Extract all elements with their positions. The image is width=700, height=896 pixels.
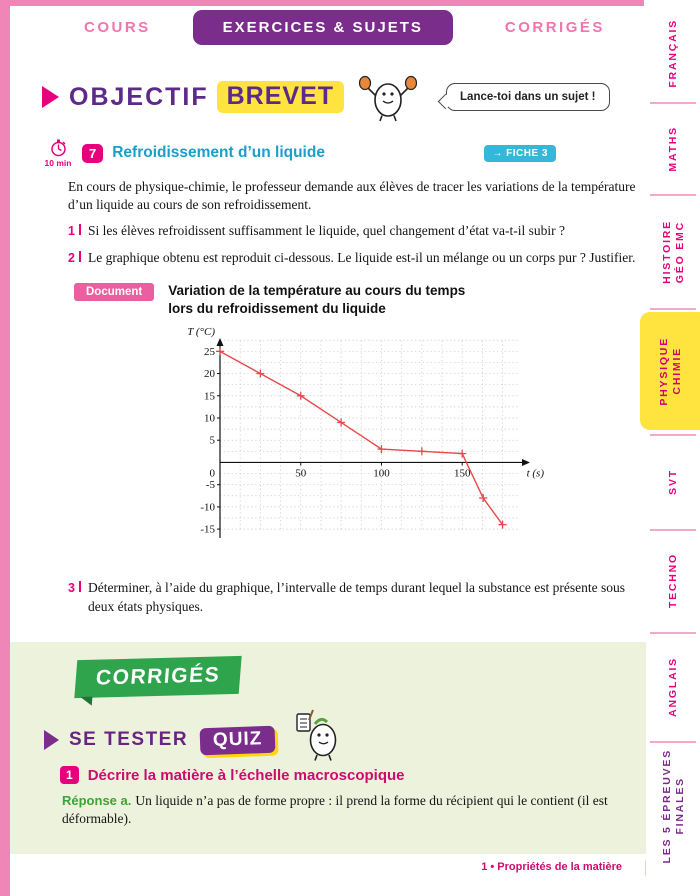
footer [0,857,700,881]
corrige-item-number: 1 [60,766,79,784]
document-title [168,282,465,318]
mascot-clipboard-icon [293,708,345,762]
brevet-title: BREVET [217,81,344,113]
sidebar-label: PHYSIQUE [657,336,670,406]
exercise-title: Refroidissement d’un liquide [112,144,325,161]
sidebar-label: SVT [667,469,679,495]
question-3-text: Déterminer, à l’aide du graphique, l’intervalle de temps durant lequel la substance est présente sous deux états physiques. [87,580,625,614]
sidebar-item-svt[interactable] [646,438,700,526]
svg-text:t (s): t (s) [526,467,544,480]
svg-text:T (°C): T (°C) [187,326,215,339]
document-title-line2: lors du refroidissement du liquide [168,301,386,317]
corriges-section [10,642,646,854]
question-1-text: Si les élèves refroidissent suffisamment le liquide, quel changement d’état va-t-il subir ? [87,223,565,239]
svg-text:-10: -10 [200,501,215,514]
corriges-banner: CORRIGÉS [74,656,241,698]
sidebar-item-maths[interactable] [646,106,700,192]
tab-cours[interactable]: COURS [84,18,151,36]
se-tester-header [44,718,345,762]
sidebar-label: TECHNO [667,553,679,609]
main-content [12,48,644,616]
question-marker-bar [79,251,81,262]
sidebar-item-anglais[interactable] [646,636,700,738]
document-badge: Document [74,283,154,301]
question-2-text: Le graphique obtenu est reproduit ci-dessous. Le liquide est-il un mélange ou un corps pur ? Justifier. [87,249,636,265]
sidebar-divider [650,308,696,310]
sidebar-item-techno[interactable] [646,533,700,629]
question-marker-bar [79,224,81,235]
sidebar-item-5-epreuves-finales[interactable] [646,745,700,867]
timer [40,138,76,168]
question-2 [68,249,640,267]
tab-exercices-sujets[interactable]: EXERCICES & SUJETS [193,10,453,45]
svg-text:25: 25 [204,346,215,359]
sidebar-divider [650,194,696,196]
sidebar-label: FINALES [673,777,686,835]
svg-text:20: 20 [204,368,215,381]
document-title-line1: Variation de la température au cours du temps [168,282,466,298]
svg-text:10: 10 [204,412,215,425]
play-arrow-icon [44,730,59,750]
chapter-label: 1 • Propriétés de la matière [481,861,622,873]
sidebar-item-physique-chimie[interactable] [640,312,700,430]
question-3 [68,579,640,615]
cooling-curve-chart [178,324,548,564]
question-marker-bar [79,581,81,592]
svg-text:50: 50 [295,467,307,480]
exercise-intro: En cours de physique-chimie, le professeur demande aux élèves de tracer les variations de la température d’un liquide au cours de son refroidissement. [68,179,636,213]
quiz-badge: QUIZ [200,725,276,755]
sidebar-divider [650,434,696,436]
sidebar-label: HISTOIRE [660,220,673,284]
sidebar-item-francais[interactable] [646,6,700,100]
question-3-number: 3 [68,581,75,596]
fiche-link-badge[interactable]: → FICHE 3 [484,145,556,162]
svg-text:0: 0 [209,467,215,480]
question-2-number: 2 [68,250,75,265]
mascot-maracas-icon [358,72,420,122]
svg-text:150: 150 [453,467,471,480]
corrige-item-header [60,766,405,784]
sidebar-label: MATHS [667,126,679,172]
question-1 [68,222,640,240]
svg-text:-15: -15 [200,523,215,536]
exercise-header [40,138,644,168]
svg-text:15: 15 [204,390,215,403]
sidebar-label: LES 5 ÉPREUVES [660,748,673,864]
sidebar-divider [650,529,696,531]
sidebar-label: CHIMIE [670,347,683,395]
top-nav [12,6,642,48]
chart-container [178,324,644,569]
speech-bubble: Lance-toi dans un sujet ! [446,83,609,111]
sidebar-item-histoire-geo-emc[interactable] [646,198,700,306]
answer-paragraph [62,792,620,828]
tab-corriges[interactable]: CORRIGÉS [504,18,605,36]
sidebar-label: ANGLAIS [667,657,679,717]
sidebar-label: GÉO EMC [673,220,686,284]
exercise-number-badge: 7 [82,144,103,163]
corrige-item-title: Décrire la matière à l’échelle macroscopique [87,766,405,784]
svg-text:100: 100 [373,467,390,480]
svg-text:5: 5 [209,435,215,448]
answer-label: Réponse a. [62,793,132,808]
subject-sidebar [646,0,700,896]
objectif-title: OBJECTIF [69,82,209,111]
objectif-brevet-header [42,72,644,122]
sidebar-divider [650,102,696,104]
sidebar-label: FRANÇAIS [667,18,679,88]
sidebar-divider [650,741,696,743]
stopwatch-icon [49,138,68,157]
duration-label: 10 min [44,158,72,168]
question-1-number: 1 [68,224,75,239]
play-arrow-icon [42,86,59,108]
document-block [74,282,644,318]
answer-text: Un liquide n’a pas de forme propre : il prend la forme du récipient qui le contient (il est déformable). [62,793,608,827]
sidebar-divider [650,632,696,634]
svg-text:-5: -5 [205,479,215,492]
se-tester-title: SE TESTER [69,729,189,750]
left-border-strip [0,0,10,896]
